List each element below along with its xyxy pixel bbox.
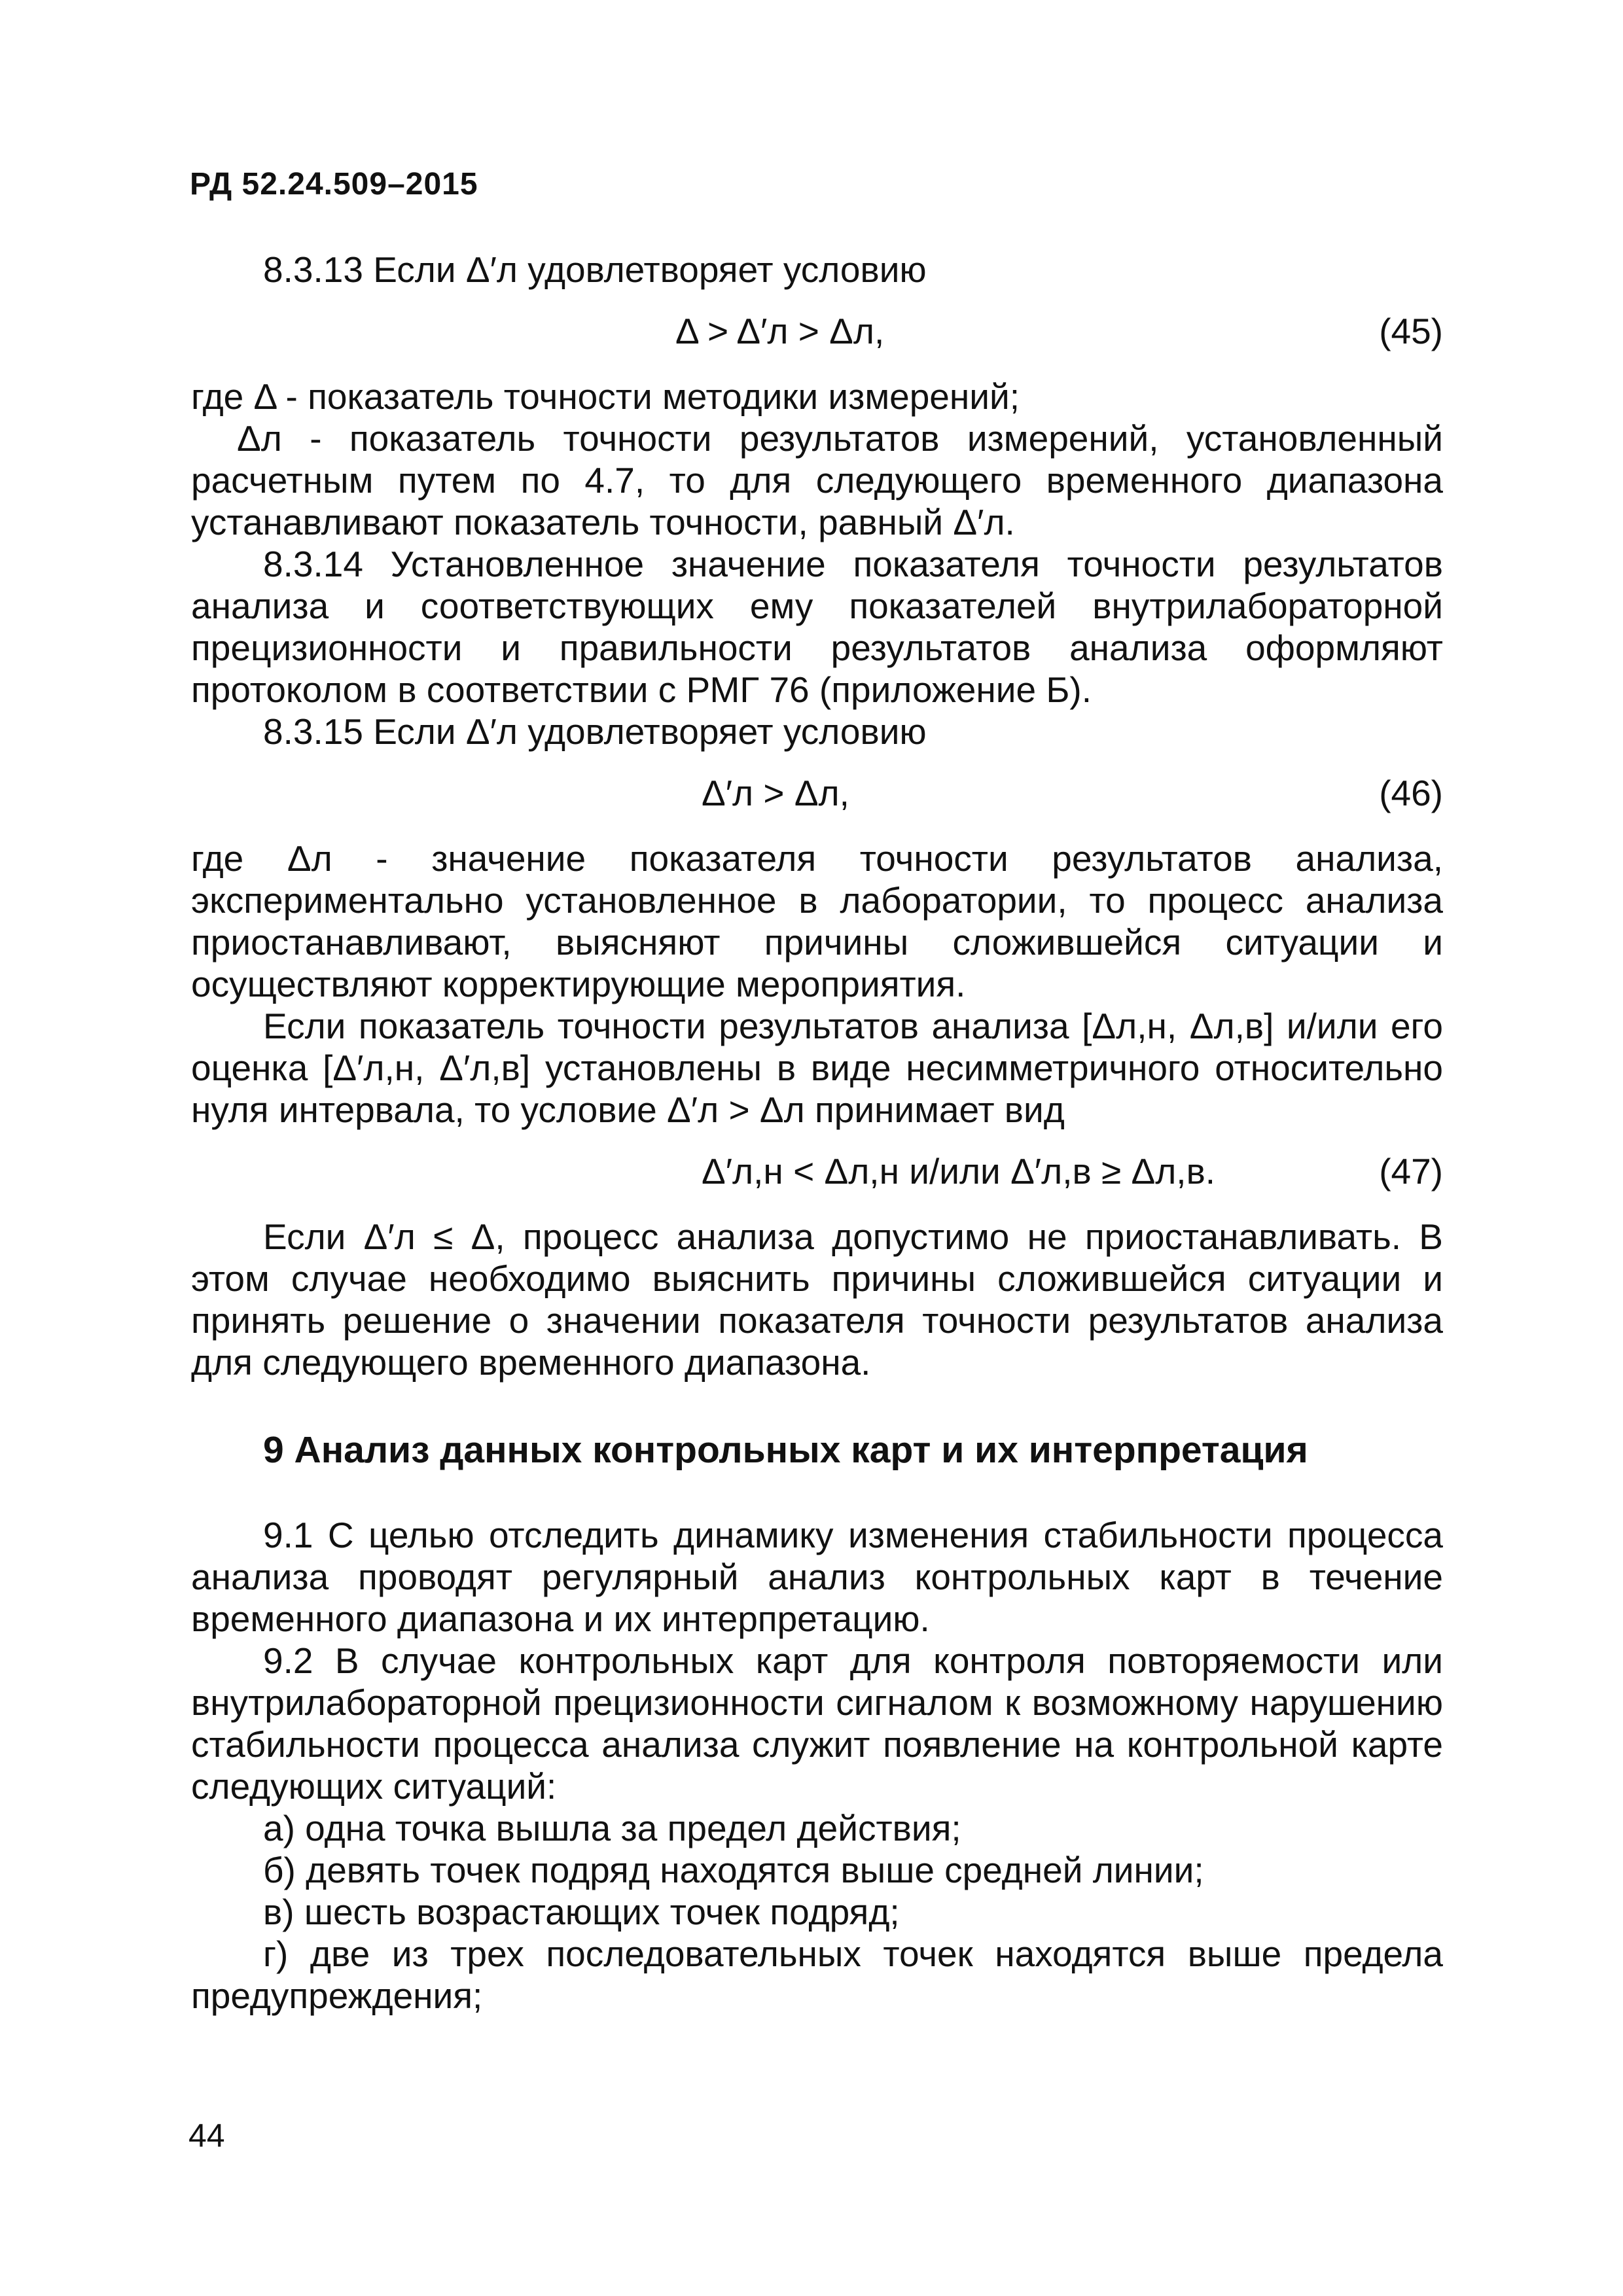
- list-item-b: б) девять точек подряд находятся выше средней линии;: [263, 1850, 1204, 1890]
- where-definition-2: Δл - показатель точности результатов измерений, установленный расчетным путем по 4.7, то для следующего временного диапазона устанавливают показатель точности, равный Δ′л.: [191, 418, 1443, 542]
- paragraph-9-2: 9.2 В случае контрольных карт для контроля повторяемости или внутрилабораторной прецизионности сигналом к возможному нарушению стабильности процесса анализа служит появление на контрольной карте следующих ситуаций:: [191, 1640, 1443, 1807]
- paragraph-asymmetric-interval: Если показатель точности результатов анализа [Δл,н, Δл,в] и/или его оценка [Δ′л,н, Δ′л,в] установлены в виде несимметричного относительно нуля интервала, то условие Δ′л > Δл принимает вид: [191, 1006, 1443, 1130]
- formula-45-expression: Δ > Δ′л > Δл,: [675, 311, 885, 351]
- document-header: РД 52.24.509–2015: [190, 167, 478, 202]
- where-definition-1: где Δ - показатель точности методики измерений;: [191, 376, 1020, 417]
- formula-46: [191, 772, 1443, 815]
- list-item-a: а) одна точка вышла за предел действия;: [263, 1808, 961, 1848]
- formula-46-number: (46): [1379, 773, 1443, 813]
- paragraph-8-3-15: 8.3.15 Если Δ′л удовлетворяет условию: [263, 711, 927, 752]
- formula-46-expression: Δ′л > Δл,: [702, 773, 849, 813]
- formula-47: [191, 1150, 1443, 1193]
- formula-45: [191, 310, 1443, 353]
- where-definition-3: где Δл - значение показателя точности результатов анализа, экспериментально установленное в лаборатории, то процесс анализа приостанавливают, выясняют причины сложившейся ситуации и осуществляют корректирующие мероприятия.: [191, 838, 1443, 1004]
- formula-47-number: (47): [1379, 1151, 1443, 1192]
- section-9-title: 9 Анализ данных контрольных карт и их интерпретация: [263, 1429, 1308, 1471]
- formula-45-number: (45): [1379, 311, 1443, 351]
- paragraph-not-suspend: Если Δ′л ≤ Δ, процесс анализа допустимо не приостанавливать. В этом случае необходимо выяснить причины сложившейся ситуации и принять решение о значении показателя точности результатов анализа для следующего временного диапазона.: [191, 1216, 1443, 1383]
- formula-47-expression: Δ′л,н < Δл,н и/или Δ′л,в ≥ Δл,в.: [702, 1151, 1216, 1192]
- paragraph-8-3-13: 8.3.13 Если Δ′л удовлетворяет условию: [263, 249, 927, 290]
- list-item-g: г) две из трех последовательных точек находятся выше предела предупреждения;: [191, 1934, 1443, 2016]
- page-number: 44: [188, 2117, 225, 2154]
- document-body: [191, 249, 1443, 2017]
- paragraph-9-1: 9.1 С целью отследить динамику изменения стабильности процесса анализа проводят регулярный анализ контрольных карт в течение временного диапазона и их интерпретацию.: [191, 1515, 1443, 1639]
- paragraph-8-3-14: 8.3.14 Установленное значение показателя точности результатов анализа и соответствующих ему показателей внутрилабораторной прецизионности и правильности результатов анализа оформляют протоколом в соответствии с РМГ 76 (приложение Б).: [191, 544, 1443, 710]
- list-item-v: в) шесть возрастающих точек подряд;: [263, 1892, 900, 1932]
